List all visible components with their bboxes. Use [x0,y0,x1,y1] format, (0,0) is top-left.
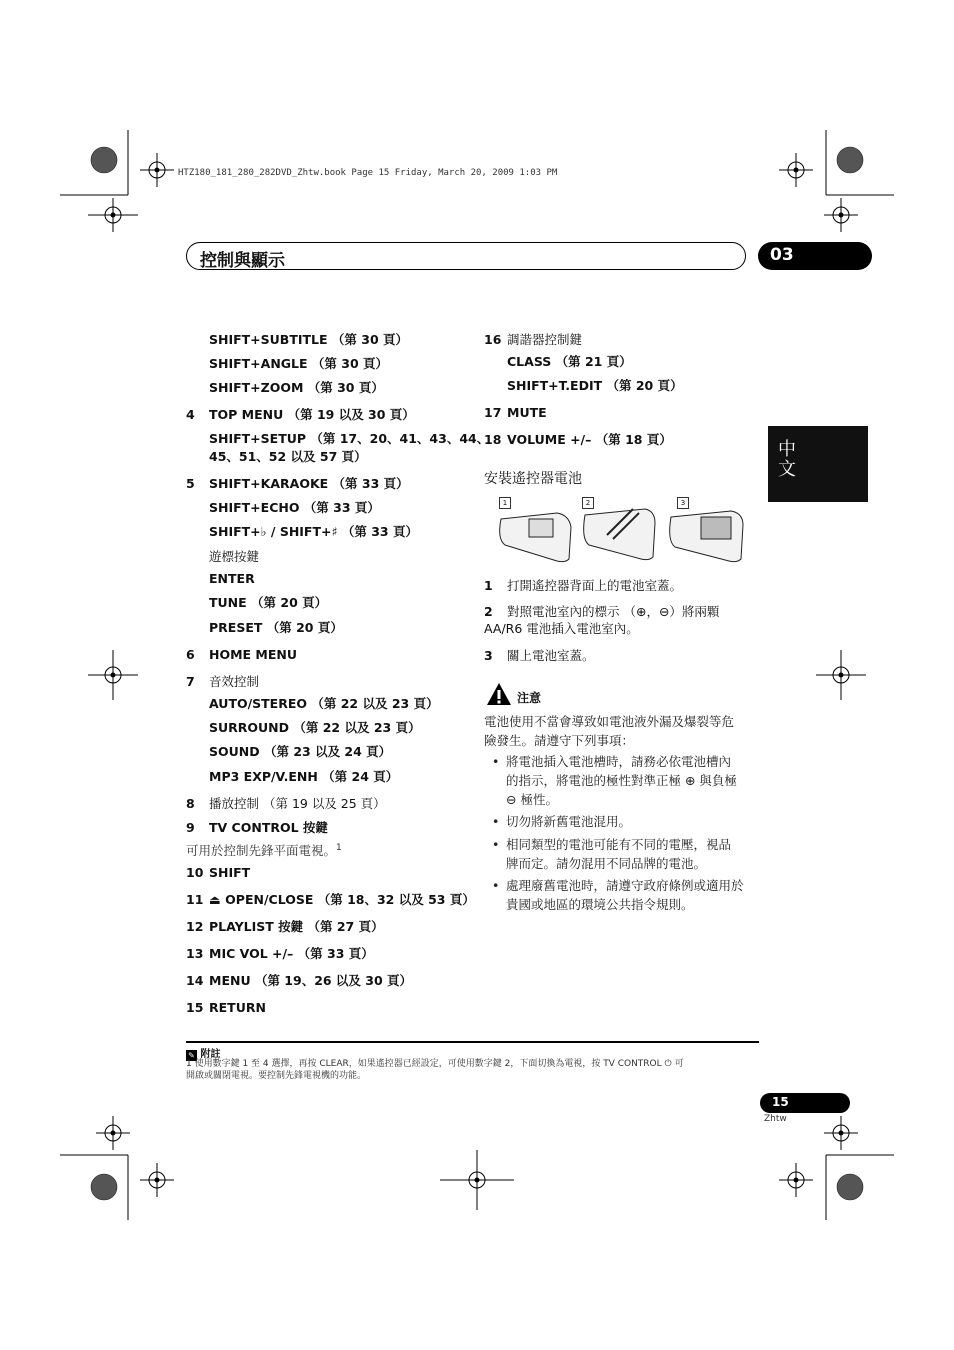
list-item: SHIFT+♭ / SHIFT+♯ （第 33 頁） [209,524,418,539]
list-item: TOP MENU （第 19 以及 30 頁） [209,407,415,422]
list-item: SHIFT+ECHO （第 33 頁） [209,500,380,515]
list-item: 調諧器控制鍵 [507,332,583,347]
list-item: 16 [484,332,502,347]
list-item: PRESET （第 20 頁） [209,620,343,635]
list-item: 45、51、52 以及 57 頁） [209,449,367,464]
list-item: 音效控制 [209,674,260,689]
list-item: 10 [186,865,204,880]
list-item: SHIFT+KARAOKE （第 33 頁） [209,476,409,491]
page-number: 15 [760,1093,850,1113]
caution-bullet: • 切勿將新舊電池混用。 [492,814,632,829]
list-item: 遊標按鍵 [209,549,260,564]
list-item: 6 [186,647,195,662]
caution-intro: 電池使用不當會導致如電池液外漏及爆裂等危 險發生。請遵守下列事項： [484,714,735,748]
list-item: TUNE （第 20 頁） [209,595,328,610]
note-text: 1 使用數字鍵 1 至 4 選擇，再按 CLEAR，如果遙控器已經設定，可使用數字鍵 2，下面切換為電視，按 TV CONTROL ⏻ 可 開啟或關閉電視。要控制先鋒電視機的功能。 [186,1059,684,1081]
list-item: SHIFT [209,865,251,880]
caution-bullet: • 將電池插入電池槽時，請務必依電池槽內 的指示，將電池的極性對準正極 ⊕ 與負極 ⊖ 極性。 [492,754,737,807]
list-item: RETURN [209,1000,266,1015]
chapter-number: 03 [758,242,872,270]
figure-label: 2 [582,497,594,509]
list-item: SHIFT+T.EDIT （第 20 頁） [507,378,683,393]
list-item: MP3 EXP/V.ENH （第 24 頁） [209,769,399,784]
warning-icon [486,682,512,706]
list-item: 13 [186,946,204,961]
step: AA/R6 電池插入電池室內。 [484,621,639,636]
figure-label: 1 [499,497,511,509]
caution-bullet: • 相同類型的電池可能有不同的電壓，視品 牌而定。請勿混用不同品牌的電池。 [492,837,732,871]
list-item: 12 [186,919,204,934]
list-item: 可用於控制先鋒平面電視。$^1$ [186,843,342,859]
language-code: Zhtw [764,1114,787,1124]
footnote-marker: 1 [336,843,342,853]
list-item: 5 [186,476,195,491]
list-item: CLASS （第 21 頁） [507,354,632,369]
list-item: 4 [186,407,195,422]
battery-section-heading: 安裝遙控器電池 [484,471,582,487]
list-item: 8 [186,796,195,811]
list-item: 17 [484,405,502,420]
list-item: MENU （第 19、26 以及 30 頁） [209,973,413,988]
list-item: AUTO/STEREO （第 22 以及 23 頁） [209,696,439,711]
list-item: SHIFT+ANGLE （第 30 頁） [209,356,389,371]
note-divider [186,1041,759,1043]
language-tab-char: 中 [778,439,796,460]
list-item: TV CONTROL 按鍵 [209,820,328,835]
caution-bullet: • 處理廢舊電池時，請遵守政府條例或適用於 貴國或地區的環境公共指令規則。 [492,878,744,912]
step: 1 [484,578,493,593]
list-item: ENTER [209,571,255,586]
list-item: PLAYLIST 按鍵 （第 27 頁） [209,919,384,934]
step: 關上電池室蓋。 [507,648,595,663]
list-item: MUTE [507,405,547,420]
caution-title: 注意 [517,691,542,705]
note-icon: ✎ [186,1050,197,1061]
figure-label: 3 [677,497,689,509]
list-item: 15 [186,1000,204,1015]
language-tab-char: 文 [778,459,796,480]
file-header: HTZ180_181_280_282DVD_Zhtw.book Page 15 Friday, March 20, 2009 1:03 PM [178,168,558,178]
list-item: 9 [186,820,195,835]
list-item: ⏏ OPEN/CLOSE （第 18、32 以及 53 頁） [209,892,475,907]
list-item: 14 [186,973,204,988]
list-item: SHIFT+ZOOM （第 30 頁） [209,380,384,395]
list-item: HOME MENU [209,647,298,662]
list-item: SHIFT+SETUP （第 17、20、41、43、44、 [209,431,490,446]
step: 2 [484,604,493,619]
list-item: SURROUND （第 22 以及 23 頁） [209,720,421,735]
list-item: SHIFT+SUBTITLE （第 30 頁） [209,332,408,347]
step: 打開遙控器背面上的電池室蓋。 [507,578,683,593]
list-item: SOUND （第 23 以及 24 頁） [209,744,392,759]
step: 3 [484,648,493,663]
list-item: 7 [186,674,195,689]
list-item: 11 [186,892,204,907]
list-item: MIC VOL +/– （第 33 頁） [209,946,374,961]
list-item: 播放控制 （第 19 以及 25 頁） [209,796,386,811]
list-item: 18 [484,432,502,447]
page-title: 控制與顯示 [200,251,285,271]
step: 對照電池室內的標示 （⊕，⊖）將兩顆 [507,604,720,619]
note-header: ✎ 附註 [186,1045,220,1061]
list-item: VOLUME +/– （第 18 頁） [507,432,672,447]
